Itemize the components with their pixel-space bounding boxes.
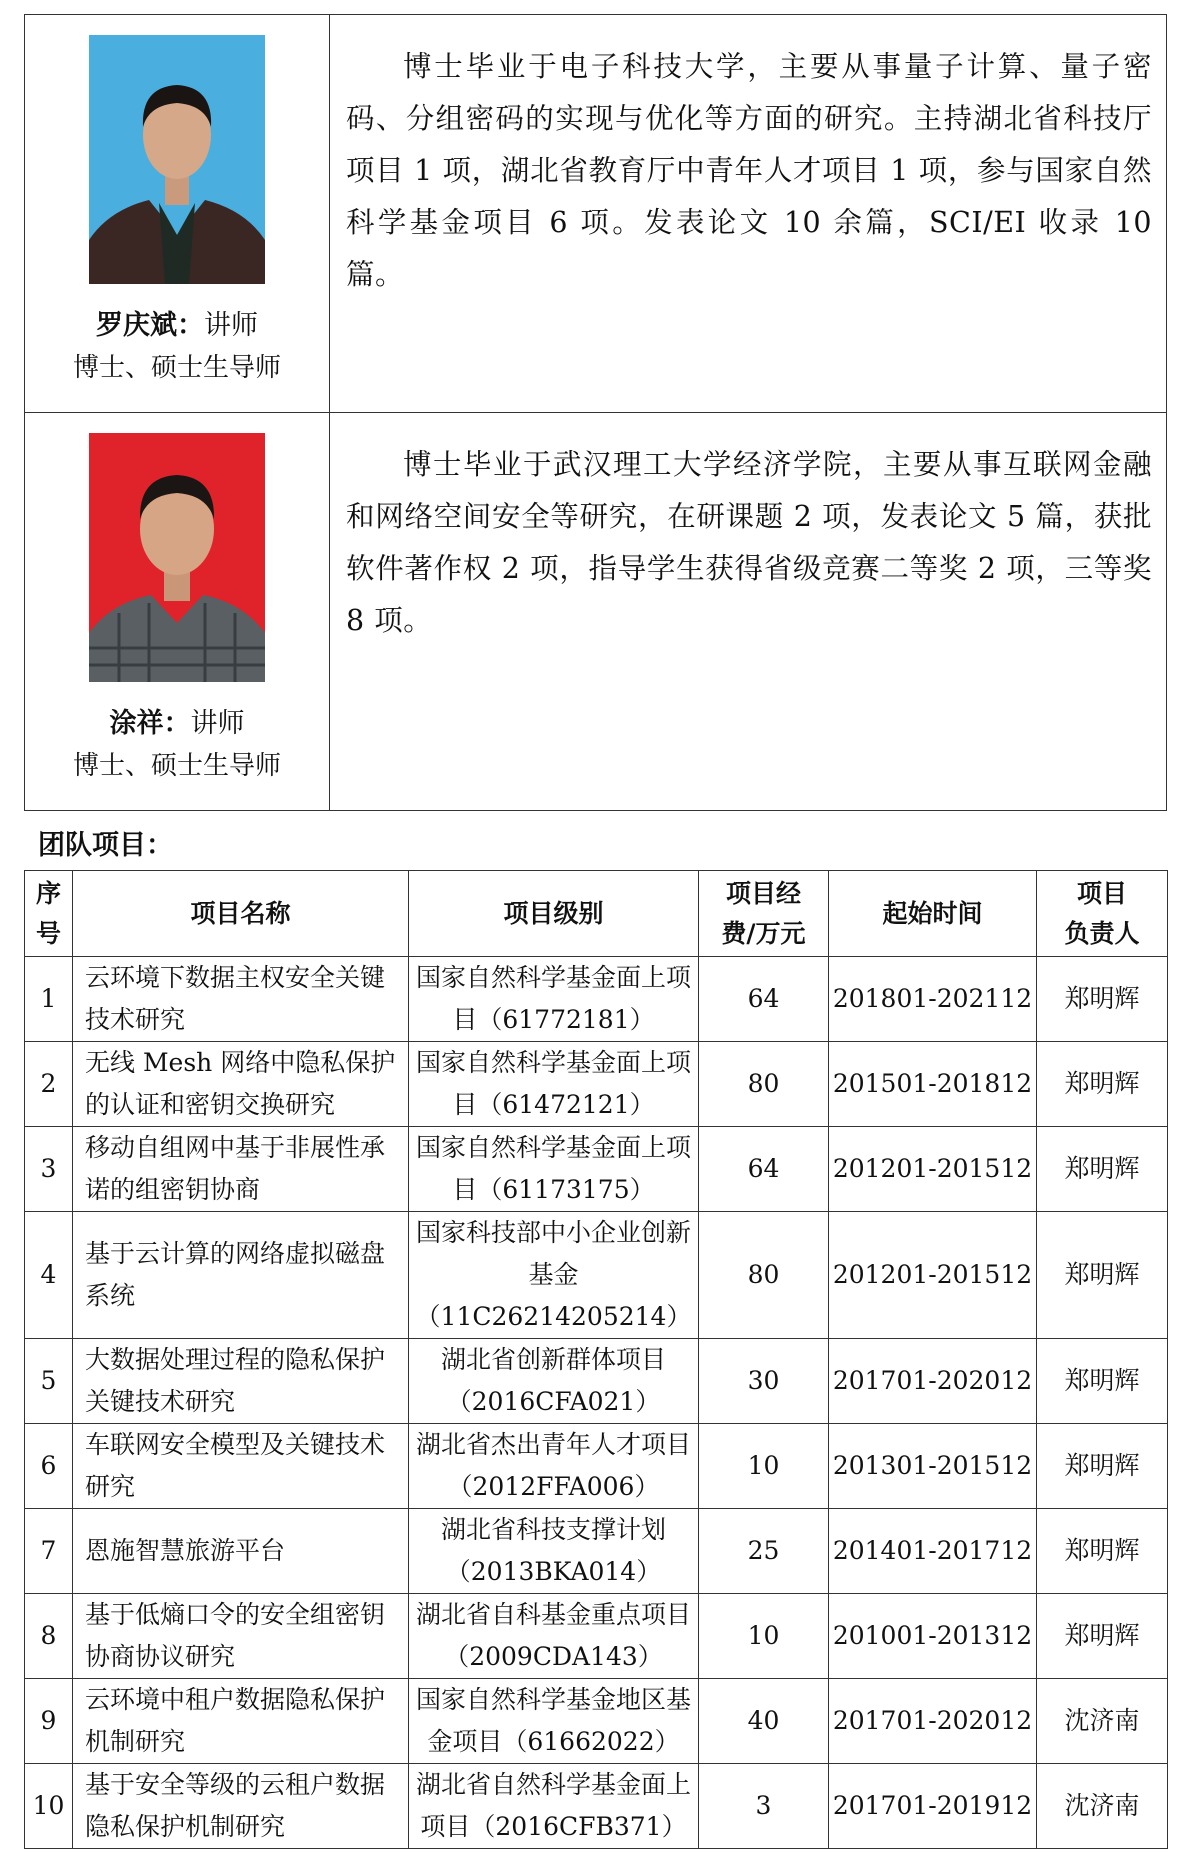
project-no: 4 bbox=[25, 1212, 73, 1339]
profile-name-line bbox=[25, 704, 329, 744]
project-level: 国家科技部中小企业创新基金（11C26214205214） bbox=[409, 1212, 699, 1339]
project-time: 201701-202012 bbox=[829, 1679, 1037, 1764]
table-row bbox=[25, 1127, 1168, 1212]
profile-title: 讲师 bbox=[190, 708, 245, 739]
project-name: 云环境下数据主权安全关键技术研究 bbox=[73, 957, 409, 1042]
project-no: 9 bbox=[25, 1679, 73, 1764]
profile-degree: 博士、硕士生导师 bbox=[72, 751, 281, 781]
project-time: 201701-201912 bbox=[829, 1764, 1037, 1849]
project-fund: 3 bbox=[699, 1764, 829, 1849]
project-lead: 郑明辉 bbox=[1037, 1339, 1168, 1424]
project-name: 云环境中租户数据隐私保护机制研究 bbox=[73, 1679, 409, 1764]
header-level: 项目级别 bbox=[409, 871, 699, 957]
project-level: 国家自然科学基金面上项目（61472121） bbox=[409, 1042, 699, 1127]
project-name: 大数据处理过程的隐私保护关键技术研究 bbox=[73, 1339, 409, 1424]
team-projects-table bbox=[24, 870, 1168, 1849]
profile-row bbox=[25, 413, 1167, 811]
project-level: 湖北省创新群体项目（2016CFA021） bbox=[409, 1339, 699, 1424]
profile-person-cell bbox=[25, 413, 330, 811]
profile-person-cell bbox=[25, 15, 330, 413]
table-row bbox=[25, 1594, 1168, 1679]
faculty-profile-table bbox=[24, 14, 1167, 811]
table-row bbox=[25, 1212, 1168, 1339]
profile-degree: 博士、硕士生导师 bbox=[72, 353, 281, 383]
project-time: 201801-202112 bbox=[829, 957, 1037, 1042]
section-title-team-projects: 团队项目： bbox=[38, 830, 173, 861]
profile-bio-cell bbox=[330, 15, 1167, 413]
project-lead: 沈济南 bbox=[1037, 1764, 1168, 1849]
project-lead: 郑明辉 bbox=[1037, 1594, 1168, 1679]
project-time: 201001-201312 bbox=[829, 1594, 1037, 1679]
project-lead: 郑明辉 bbox=[1037, 1042, 1168, 1127]
profile-bio: 博士毕业于电子科技大学，主要从事量子计算、量子密码、分组密码的实现与优化等方面的研究。主持湖北省科技厅项目 1 项，湖北省教育厅中青年人才项目 1 项，参与国家自然科学基金项目 6 项。发表论文 10 余篇，SCI/EI 收录 10 篇。 bbox=[346, 50, 1152, 291]
project-level: 湖北省自然科学基金面上项目（2016CFB371） bbox=[409, 1764, 699, 1849]
project-fund: 25 bbox=[699, 1509, 829, 1594]
table-row bbox=[25, 1764, 1168, 1849]
project-level: 国家自然科学基金面上项目（61772181） bbox=[409, 957, 699, 1042]
project-lead: 郑明辉 bbox=[1037, 1424, 1168, 1509]
project-name: 无线 Mesh 网络中隐私保护的认证和密钥交换研究 bbox=[73, 1042, 409, 1127]
portrait-image bbox=[89, 433, 265, 682]
project-no: 5 bbox=[25, 1339, 73, 1424]
project-level: 湖北省杰出青年人才项目（2012FFA006） bbox=[409, 1424, 699, 1509]
table-row bbox=[25, 1042, 1168, 1127]
profile-name: 涂祥： bbox=[109, 708, 191, 739]
project-name: 基于云计算的网络虚拟磁盘系统 bbox=[73, 1212, 409, 1339]
header-lead: 项目 负责人 bbox=[1037, 871, 1168, 957]
profile-name-line bbox=[25, 306, 329, 346]
project-fund: 10 bbox=[699, 1594, 829, 1679]
project-level: 湖北省科技支撑计划（2013BKA014） bbox=[409, 1509, 699, 1594]
project-level: 国家自然科学基金地区基金项目（61662022） bbox=[409, 1679, 699, 1764]
project-fund: 40 bbox=[699, 1679, 829, 1764]
project-lead: 沈济南 bbox=[1037, 1679, 1168, 1764]
table-row bbox=[25, 957, 1168, 1042]
project-no: 8 bbox=[25, 1594, 73, 1679]
table-row bbox=[25, 1679, 1168, 1764]
portrait-image bbox=[89, 35, 265, 284]
project-no: 6 bbox=[25, 1424, 73, 1509]
project-name: 基于低熵口令的安全组密钥协商协议研究 bbox=[73, 1594, 409, 1679]
project-name: 基于安全等级的云租户数据隐私保护机制研究 bbox=[73, 1764, 409, 1849]
project-time: 201501-201812 bbox=[829, 1042, 1037, 1127]
project-fund: 64 bbox=[699, 957, 829, 1042]
project-lead: 郑明辉 bbox=[1037, 1212, 1168, 1339]
project-no: 3 bbox=[25, 1127, 73, 1212]
project-time: 201701-202012 bbox=[829, 1339, 1037, 1424]
project-lead: 郑明辉 bbox=[1037, 1509, 1168, 1594]
project-fund: 64 bbox=[699, 1127, 829, 1212]
table-row bbox=[25, 1339, 1168, 1424]
header-time: 起始时间 bbox=[829, 871, 1037, 957]
profile-title: 讲师 bbox=[204, 310, 258, 341]
project-lead: 郑明辉 bbox=[1037, 1127, 1168, 1212]
profile-row bbox=[25, 15, 1167, 413]
project-name: 恩施智慧旅游平台 bbox=[73, 1509, 409, 1594]
project-fund: 80 bbox=[699, 1212, 829, 1339]
header-name: 项目名称 bbox=[73, 871, 409, 957]
header-no: 序 号 bbox=[25, 871, 73, 957]
header-fund: 项目经 费/万元 bbox=[699, 871, 829, 957]
project-level: 湖北省自科基金重点项目（2009CDA143） bbox=[409, 1594, 699, 1679]
project-no: 7 bbox=[25, 1509, 73, 1594]
table-row bbox=[25, 1509, 1168, 1594]
project-name: 车联网安全模型及关键技术研究 bbox=[73, 1424, 409, 1509]
project-name: 移动自组网中基于非展性承诺的组密钥协商 bbox=[73, 1127, 409, 1212]
project-time: 201201-201512 bbox=[829, 1212, 1037, 1339]
table-header-row bbox=[25, 871, 1168, 957]
profile-name: 罗庆斌： bbox=[96, 310, 204, 341]
project-time: 201301-201512 bbox=[829, 1424, 1037, 1509]
project-lead: 郑明辉 bbox=[1037, 957, 1168, 1042]
project-time: 201401-201712 bbox=[829, 1509, 1037, 1594]
project-fund: 80 bbox=[699, 1042, 829, 1127]
project-time: 201201-201512 bbox=[829, 1127, 1037, 1212]
project-fund: 10 bbox=[699, 1424, 829, 1509]
project-level: 国家自然科学基金面上项目（61173175） bbox=[409, 1127, 699, 1212]
project-no: 2 bbox=[25, 1042, 73, 1127]
profile-bio-cell bbox=[330, 413, 1167, 811]
table-row bbox=[25, 1424, 1168, 1509]
profile-photo bbox=[89, 35, 265, 284]
project-no: 10 bbox=[25, 1764, 73, 1849]
profile-bio: 博士毕业于武汉理工大学经济学院，主要从事互联网金融和网络空间安全等研究，在研课题 2 项，发表论文 5 篇，获批软件著作权 2 项，指导学生获得省级竞赛二等奖 2 项，三等奖 8 项。 bbox=[346, 448, 1152, 637]
project-no: 1 bbox=[25, 957, 73, 1042]
profile-photo bbox=[89, 433, 265, 682]
project-fund: 30 bbox=[699, 1339, 829, 1424]
